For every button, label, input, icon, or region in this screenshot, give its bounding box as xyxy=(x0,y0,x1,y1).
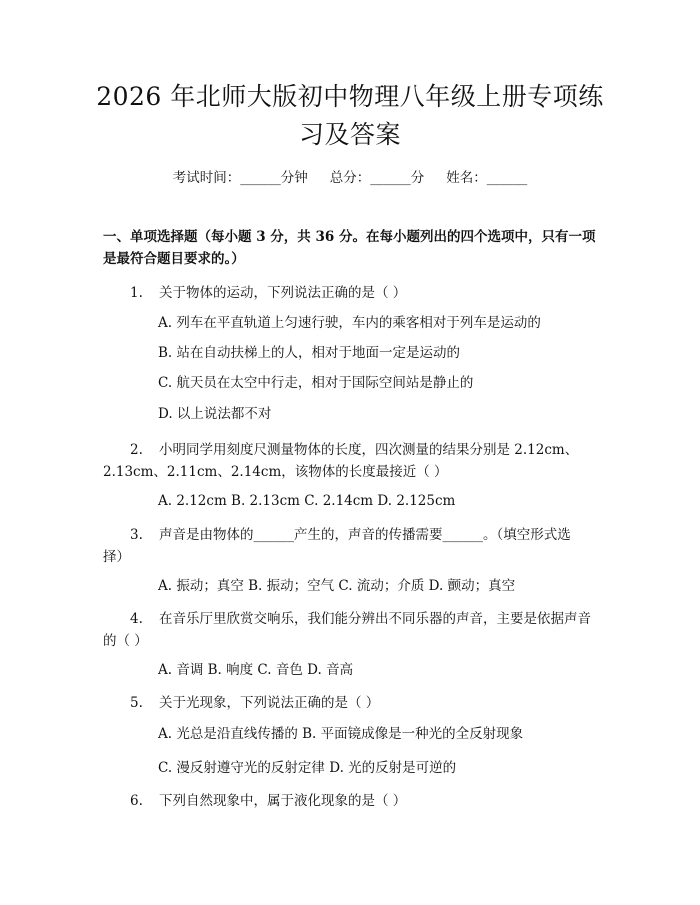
question-4 xyxy=(130,609,591,629)
question-5-options-cd: C. 漫反射遵守光的反射定律 D. 光的反射是可逆的 xyxy=(158,760,457,776)
question-6 xyxy=(130,791,406,811)
exam-info-line xyxy=(0,168,700,188)
student-name-field: 姓名：______ xyxy=(446,170,528,186)
question-text: 在音乐厅里欣赏交响乐，我们能分辨出不同乐器的声音，主要是依据声音 xyxy=(159,611,591,627)
title-line-1: 2026 年北师大版初中物理八年级上册专项练 xyxy=(96,82,604,111)
question-5 xyxy=(130,693,379,713)
question-4-continuation: 的（ ） xyxy=(103,633,148,649)
question-5-options-ab: A. 光总是沿直线传播的 B. 平面镜成像是一种光的全反射现象 xyxy=(158,726,524,742)
exam-time-field: 考试时间：______分钟 xyxy=(172,170,308,186)
question-1-option-b: B. 站在自动扶梯上的人，相对于地面一定是运动的 xyxy=(158,345,461,361)
total-score-field: 总分：______分 xyxy=(329,170,425,186)
question-text: 声音是由物体的______产生的，声音的传播需要______。（填空形式选 xyxy=(159,527,571,543)
section-heading-single-choice xyxy=(103,226,603,270)
document-title xyxy=(90,78,610,154)
question-3 xyxy=(130,525,571,545)
section-heading-line-1: 一、单项选择题（每小题 3 分，共 36 分。在每小题列出的四个选项中，只有一项 xyxy=(103,229,596,245)
question-text: 关于物体的运动，下列说法正确的是（ ） xyxy=(159,285,407,301)
title-line-2: 习及答案 xyxy=(298,120,401,149)
question-4-options: A. 音调 B. 响度 C. 音色 D. 音高 xyxy=(158,662,354,678)
question-number: 3. xyxy=(130,527,143,543)
question-1 xyxy=(130,283,406,303)
question-text: 小明同学用刻度尺测量物体的长度，四次测量的结果分别是 2.12cm、 xyxy=(159,442,579,458)
question-number: 6. xyxy=(130,793,143,809)
question-3-continuation: 择） xyxy=(103,549,130,565)
question-1-option-d: D. 以上说法都不对 xyxy=(158,406,272,422)
question-1-option-a: A. 列车在平直轨道上匀速行驶，车内的乘客相对于列车是运动的 xyxy=(158,315,541,331)
section-heading-line-2: 是最符合题目要求的。） xyxy=(103,251,245,267)
question-text: 关于光现象，下列说法正确的是（ ） xyxy=(159,695,380,711)
question-2 xyxy=(130,440,578,460)
question-number: 4. xyxy=(130,611,143,627)
question-number: 2. xyxy=(130,442,143,458)
question-text: 下列自然现象中，属于液化现象的是（ ） xyxy=(159,793,407,809)
question-3-options: A. 振动；真空 B. 振动；空气 C. 流动；介质 D. 颤动；真空 xyxy=(158,578,516,594)
question-2-options: A. 2.12cm B. 2.13cm C. 2.14cm D. 2.125cm xyxy=(158,493,456,509)
question-2-continuation: 2.13cm、2.11cm、2.14cm，该物体的长度最接近（ ） xyxy=(103,464,448,480)
question-number: 1. xyxy=(130,285,143,301)
question-number: 5. xyxy=(130,695,143,711)
question-1-option-c: C. 航天员在太空中行走，相对于国际空间站是静止的 xyxy=(158,375,474,391)
